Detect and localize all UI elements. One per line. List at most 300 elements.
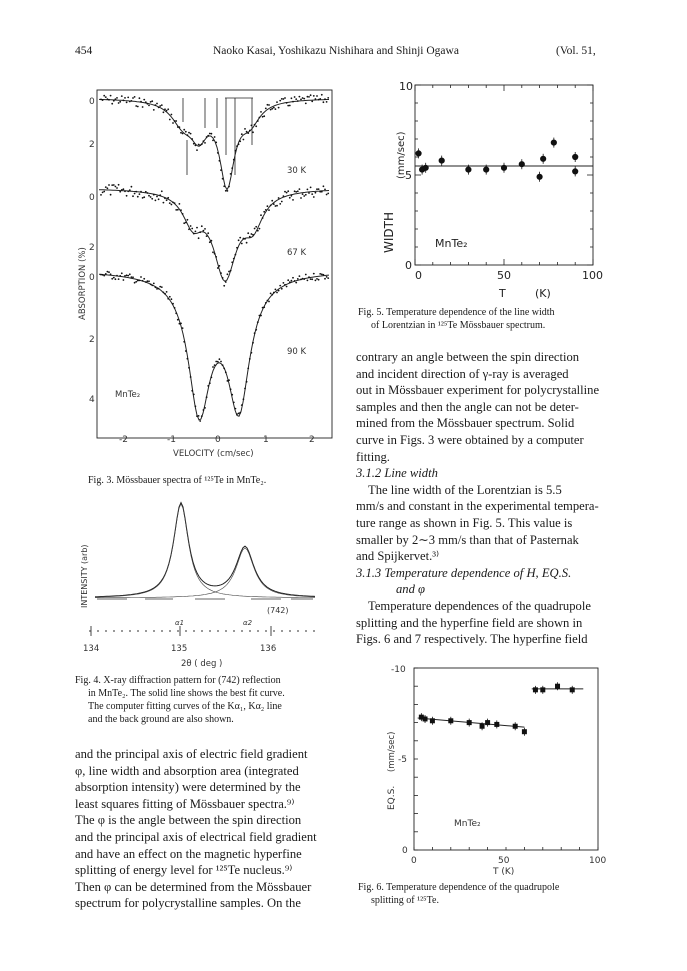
fig3-data-point bbox=[283, 282, 285, 284]
fig3-sample-label: MnTe₂ bbox=[115, 390, 141, 400]
fig3-data-point bbox=[113, 100, 115, 102]
fig3-data-point bbox=[311, 101, 313, 103]
fig3-data-point bbox=[207, 385, 209, 387]
fig3-data-point bbox=[251, 125, 253, 127]
fig3-data-point bbox=[126, 195, 128, 197]
fig3-data-point bbox=[239, 237, 241, 239]
fig3-data-point bbox=[279, 100, 281, 102]
fig3-data-point bbox=[113, 184, 115, 186]
fig3-data-point bbox=[100, 194, 102, 196]
fig5-data-point bbox=[541, 156, 546, 161]
fig3-data-point bbox=[127, 97, 129, 99]
fig3-data-point bbox=[246, 131, 248, 133]
fig6-data-point bbox=[522, 730, 526, 734]
fig3-data-point bbox=[313, 273, 315, 275]
fig3-data-point bbox=[305, 274, 307, 276]
fig3-ylabel: ABSORPTION (%) bbox=[78, 247, 88, 320]
fig3-data-point bbox=[159, 286, 161, 288]
fig3-data-point bbox=[174, 120, 176, 122]
fig3-data-point bbox=[137, 280, 139, 282]
fig5-data-point bbox=[484, 167, 489, 172]
fig3-data-point bbox=[251, 352, 253, 354]
fig3-data-point bbox=[230, 173, 232, 175]
fig3-data-point bbox=[279, 285, 281, 287]
fig3-data-point bbox=[115, 278, 117, 280]
fig3-data-point bbox=[231, 394, 233, 396]
fig6-caption bbox=[358, 881, 628, 907]
fig3-data-point bbox=[227, 273, 229, 275]
fig3-data-point bbox=[262, 116, 264, 118]
fig3-data-point bbox=[175, 120, 177, 122]
fig3-data-point bbox=[319, 98, 321, 100]
fig3-data-point bbox=[143, 196, 145, 198]
fig3-data-point bbox=[161, 104, 163, 106]
fig3-data-point bbox=[247, 132, 249, 134]
fig6-xtick: 50 bbox=[498, 856, 510, 866]
section-heading-3-1-3-cont: and φ bbox=[396, 582, 426, 597]
fig3-data-point bbox=[111, 103, 113, 105]
fig3-data-point bbox=[310, 187, 312, 189]
text-line: spectrum for polycrystalline samples. On the bbox=[75, 896, 301, 911]
fig3-data-point bbox=[158, 288, 160, 290]
fig3-data-point bbox=[148, 105, 150, 107]
fig3-data-point bbox=[169, 119, 171, 121]
fig3-data-point bbox=[260, 111, 262, 113]
fig3-data-point bbox=[243, 139, 245, 141]
fig3-data-point bbox=[297, 190, 299, 192]
fig3-data-point bbox=[316, 278, 318, 280]
fig3-data-point bbox=[311, 278, 313, 280]
fig3-data-point bbox=[297, 278, 299, 280]
fig3-data-point bbox=[127, 275, 129, 277]
fig5-ytick: 5 bbox=[405, 169, 412, 182]
fig3-temp-label: 30 K bbox=[287, 166, 307, 176]
fig5-data-point bbox=[423, 165, 428, 170]
caption-line: splitting of ¹²⁵Te. bbox=[371, 895, 439, 906]
fig3-data-point bbox=[255, 226, 257, 228]
fig3-data-point bbox=[246, 381, 248, 383]
text-line: fitting. bbox=[356, 449, 390, 464]
fig3-data-point bbox=[270, 293, 272, 295]
fig3-data-point bbox=[116, 187, 118, 189]
fig3-data-point bbox=[278, 290, 280, 292]
fig3-data-point bbox=[303, 98, 305, 100]
fig3-data-point bbox=[286, 192, 288, 194]
fig3-data-point bbox=[257, 230, 259, 232]
text-line: and incident direction of γ-ray is averaged bbox=[356, 366, 569, 381]
fig3-data-point bbox=[295, 98, 297, 100]
fig3-data-point bbox=[206, 396, 208, 398]
fig3-data-point bbox=[233, 402, 235, 404]
fig3-data-point bbox=[324, 98, 326, 100]
fig3-data-point bbox=[215, 142, 217, 144]
fig6-sample-label: MnTe₂ bbox=[454, 819, 481, 829]
fig3-data-point bbox=[147, 103, 149, 105]
fig3-data-point bbox=[239, 412, 241, 414]
fig3-data-point bbox=[313, 95, 315, 97]
fig3-data-point bbox=[119, 101, 121, 103]
fig6-data-point bbox=[495, 722, 499, 726]
fig6-yunit: (mm/sec) bbox=[387, 731, 397, 772]
fig3-data-point bbox=[203, 140, 205, 142]
fig3-data-point bbox=[316, 95, 318, 97]
fig3-data-point bbox=[188, 132, 190, 134]
fig6-data-point bbox=[556, 684, 560, 688]
fig3-data-point bbox=[235, 254, 237, 256]
fig3-data-point bbox=[190, 376, 192, 378]
fig3-data-point bbox=[108, 271, 110, 273]
fig3-data-point bbox=[150, 196, 152, 198]
fig3-data-point bbox=[155, 200, 157, 202]
fig3-data-point bbox=[238, 413, 240, 415]
fig3-data-point bbox=[220, 361, 222, 363]
fig6-ytick: 0 bbox=[402, 846, 408, 856]
fig3-data-point bbox=[254, 332, 256, 334]
fig3-data-point bbox=[249, 358, 251, 360]
fig3-data-point bbox=[225, 190, 227, 192]
fig3-data-point bbox=[206, 136, 208, 138]
fig5-xlabel: T bbox=[499, 287, 506, 300]
fig3-data-point bbox=[116, 275, 118, 277]
fig3-data-point bbox=[279, 203, 281, 205]
fig3-data-point bbox=[299, 188, 301, 190]
fig3-data-point bbox=[243, 398, 245, 400]
fig3-data-point bbox=[177, 126, 179, 128]
fig3-data-point bbox=[140, 101, 142, 103]
fig3-data-point bbox=[103, 275, 105, 277]
fig3-data-point bbox=[187, 358, 189, 360]
fig5-data-point bbox=[573, 169, 578, 174]
fig3-data-point bbox=[251, 233, 253, 235]
fig3-data-point bbox=[227, 190, 229, 192]
fig3-data-point bbox=[131, 186, 133, 188]
fig3-data-point bbox=[185, 350, 187, 352]
fig3-data-point bbox=[223, 368, 225, 370]
fig3-data-point bbox=[153, 109, 155, 111]
fig3-data-point bbox=[118, 184, 120, 186]
fig3-data-point bbox=[316, 188, 318, 190]
fig3-data-point bbox=[159, 105, 161, 107]
fig3-data-point bbox=[142, 197, 144, 199]
text-line: curve in Figs. 3 were obtained by a computer bbox=[356, 432, 584, 447]
fig3-data-point bbox=[252, 234, 254, 236]
fig3-data-point bbox=[191, 228, 193, 230]
fig3-data-point bbox=[172, 122, 174, 124]
fig3-data-point bbox=[230, 270, 232, 272]
fig5-data-point bbox=[439, 158, 444, 163]
fig4-xray-pattern bbox=[75, 500, 335, 672]
fig5-xtick: 100 bbox=[582, 269, 603, 282]
fig3-data-point bbox=[201, 143, 203, 145]
page-number: 454 bbox=[75, 45, 93, 57]
fig3-data-point bbox=[207, 135, 209, 137]
fig3-data-point bbox=[265, 108, 267, 110]
fig3-data-point bbox=[259, 315, 261, 317]
fig3-data-point bbox=[147, 192, 149, 194]
fig6-data-point bbox=[513, 724, 517, 728]
fig3-data-point bbox=[233, 258, 235, 260]
caption-line: Fig. 5. Temperature dependence of the line width bbox=[358, 307, 555, 318]
fig3-data-point bbox=[134, 96, 136, 98]
fig3-data-point bbox=[291, 97, 293, 99]
fig3-data-point bbox=[289, 281, 291, 283]
fig6-data-point bbox=[430, 719, 434, 723]
fig3-data-point bbox=[321, 94, 323, 96]
fig5-data-point bbox=[551, 140, 556, 145]
fig3-data-point bbox=[302, 97, 304, 99]
fig3-data-point bbox=[193, 233, 195, 235]
fig3-data-point bbox=[139, 97, 141, 99]
fig3-data-point bbox=[247, 232, 249, 234]
fig3-caption: Fig. 3. Mössbauer spectra of ¹²⁵Te in MnTe₂. bbox=[88, 475, 267, 486]
fig3-data-point bbox=[196, 415, 198, 417]
fig3-data-point bbox=[196, 227, 198, 229]
text-line: splitting of energy level for ¹²⁵Te nucleus.⁹⁾ bbox=[75, 863, 293, 878]
fig3-data-point bbox=[193, 143, 195, 145]
fig3-data-point bbox=[265, 209, 267, 211]
fig3-data-point bbox=[116, 97, 118, 99]
fig3-data-point bbox=[292, 277, 294, 279]
fig3-data-point bbox=[158, 198, 160, 200]
fig3-data-point bbox=[179, 126, 181, 128]
fig3-data-point bbox=[105, 186, 107, 188]
fig3-fit-curve bbox=[99, 99, 329, 189]
fig3-data-point bbox=[179, 323, 181, 325]
fig3-data-point bbox=[294, 96, 296, 98]
fig3-temp-label: 67 K bbox=[287, 248, 307, 258]
fig3-fit-curve bbox=[99, 190, 329, 282]
fig3-data-point bbox=[295, 191, 297, 193]
fig3-data-point bbox=[249, 236, 251, 238]
fig3-data-point bbox=[123, 279, 125, 281]
fig3-data-point bbox=[172, 202, 174, 204]
fig3-data-point bbox=[324, 189, 326, 191]
fig3-data-point bbox=[223, 285, 225, 287]
fig3-data-point bbox=[172, 303, 174, 305]
fig3-data-point bbox=[273, 107, 275, 109]
fig3-data-point bbox=[198, 415, 200, 417]
fig3-data-point bbox=[276, 101, 278, 103]
fig3-data-point bbox=[303, 278, 305, 280]
fig3-data-point bbox=[175, 312, 177, 314]
fig3-data-point bbox=[220, 272, 222, 274]
fig3-data-point bbox=[236, 413, 238, 415]
fig3-data-point bbox=[182, 213, 184, 215]
fig3-data-point bbox=[171, 114, 173, 116]
fig3-data-point bbox=[286, 286, 288, 288]
fig3-data-point bbox=[257, 120, 259, 122]
fig3-data-point bbox=[188, 228, 190, 230]
fig3-data-point bbox=[199, 144, 201, 146]
fig3-data-point bbox=[166, 291, 168, 293]
fig3-data-point bbox=[252, 342, 254, 344]
fig3-data-point bbox=[244, 238, 246, 240]
fig3-data-point bbox=[291, 280, 293, 282]
fig3-data-point bbox=[268, 209, 270, 211]
fig3-data-point bbox=[222, 178, 224, 180]
fig3-data-point bbox=[195, 405, 197, 407]
fig3-data-point bbox=[294, 190, 296, 192]
fig3-data-point bbox=[123, 188, 125, 190]
fig6-data-point bbox=[480, 724, 484, 728]
fig3-data-point bbox=[123, 100, 125, 102]
fig3-data-point bbox=[140, 191, 142, 193]
fig3-data-point bbox=[135, 105, 137, 107]
fig3-data-point bbox=[255, 125, 257, 127]
fig3-data-point bbox=[148, 195, 150, 197]
fig3-data-point bbox=[177, 209, 179, 211]
fig3-data-point bbox=[177, 319, 179, 321]
fig3-data-point bbox=[139, 193, 141, 195]
fig4-reflection-label: (742) bbox=[267, 606, 289, 615]
fig3-ytick: 0 bbox=[89, 97, 95, 107]
fig3-data-point bbox=[212, 366, 214, 368]
fig3-ytick: 4 bbox=[89, 395, 95, 405]
fig3-data-point bbox=[275, 205, 277, 207]
fig3-data-point bbox=[151, 285, 153, 287]
fig3-data-point bbox=[231, 261, 233, 263]
fig3-xtick: 0 bbox=[215, 435, 221, 445]
fig5-xunit: (K) bbox=[535, 287, 551, 300]
caption-line: and the back ground are also shown. bbox=[88, 714, 234, 725]
fig3-data-point bbox=[283, 195, 285, 197]
fig3-data-point bbox=[215, 256, 217, 258]
fig3-data-point bbox=[263, 306, 265, 308]
fig3-data-point bbox=[105, 96, 107, 98]
fig3-data-point bbox=[223, 185, 225, 187]
fig3-data-point bbox=[292, 199, 294, 201]
fig3-data-point bbox=[257, 321, 259, 323]
fig3-data-point bbox=[287, 190, 289, 192]
fig3-data-point bbox=[308, 192, 310, 194]
fig3-data-point bbox=[206, 235, 208, 237]
fig3-data-point bbox=[124, 190, 126, 192]
fig3-data-point bbox=[214, 136, 216, 138]
fig3-data-point bbox=[191, 138, 193, 140]
fig3-data-point bbox=[174, 202, 176, 204]
fig3-data-point bbox=[300, 279, 302, 281]
fig3-data-point bbox=[326, 101, 328, 103]
fig3-data-point bbox=[103, 191, 105, 193]
fig3-data-point bbox=[263, 211, 265, 213]
fig3-data-point bbox=[287, 105, 289, 107]
fig3-data-point bbox=[318, 99, 320, 101]
text-line: mm/s and constant in the experimental tempera- bbox=[356, 499, 599, 514]
fig3-mossbauer-spectra bbox=[75, 80, 340, 470]
fig3-data-point bbox=[278, 107, 280, 109]
fig3-data-point bbox=[187, 219, 189, 221]
fig5-data-point bbox=[501, 165, 506, 170]
right-column-text bbox=[356, 349, 624, 648]
fig3-data-point bbox=[275, 289, 277, 291]
fig3-data-point bbox=[318, 188, 320, 190]
fig3-data-point bbox=[137, 106, 139, 108]
fig3-data-point bbox=[209, 241, 211, 243]
fig4-caption bbox=[75, 674, 345, 726]
fig3-xtick: -2 bbox=[119, 435, 128, 445]
fig3-data-point bbox=[260, 214, 262, 216]
fig3-data-point bbox=[284, 191, 286, 193]
fig3-data-point bbox=[289, 197, 291, 199]
fig3-data-point bbox=[247, 368, 249, 370]
fig3-data-point bbox=[263, 115, 265, 117]
fig5-data-point bbox=[573, 154, 578, 159]
fig4-xtick: 134 bbox=[83, 644, 100, 654]
fig3-data-point bbox=[127, 190, 129, 192]
fig3-data-point bbox=[297, 100, 299, 102]
fig3-data-point bbox=[284, 284, 286, 286]
fig3-data-point bbox=[305, 103, 307, 105]
fig3-data-point bbox=[124, 275, 126, 277]
fig3-data-point bbox=[204, 407, 206, 409]
fig5-xtick: 50 bbox=[497, 269, 511, 282]
fig3-data-point bbox=[143, 99, 145, 101]
fig4-xlabel: 2θ ( deg ) bbox=[181, 659, 223, 669]
fig3-data-point bbox=[137, 196, 139, 198]
fig4-ylabel: INTENSITY (arb) bbox=[80, 544, 89, 608]
fig5-caption bbox=[358, 306, 628, 332]
fig3-data-point bbox=[302, 278, 304, 280]
fig3-data-point bbox=[299, 275, 301, 277]
fig3-data-point bbox=[235, 150, 237, 152]
fig3-data-point bbox=[321, 191, 323, 193]
fig3-xlabel: VELOCITY (cm/sec) bbox=[173, 449, 254, 459]
fig3-data-point bbox=[262, 307, 264, 309]
fig3-data-point bbox=[150, 101, 152, 103]
fig3-data-point bbox=[212, 251, 214, 253]
fig3-data-point bbox=[211, 133, 213, 135]
fig3-data-point bbox=[135, 191, 137, 193]
fig3-temp-label: 90 K bbox=[287, 347, 307, 357]
fig3-data-point bbox=[302, 193, 304, 195]
fig3-data-point bbox=[222, 277, 224, 279]
fig3-data-point bbox=[151, 198, 153, 200]
fig3-data-point bbox=[267, 205, 269, 207]
fig3-data-point bbox=[244, 388, 246, 390]
fig3-data-point bbox=[211, 240, 213, 242]
fig3-data-point bbox=[126, 102, 128, 104]
fig3-data-point bbox=[183, 341, 185, 343]
text-line: The line width of the Lorentzian is 5.5 bbox=[368, 482, 562, 497]
text-line: splitting and the hyperfine field are shown in bbox=[356, 615, 583, 630]
fig3-data-point bbox=[121, 272, 123, 274]
fig3-data-point bbox=[260, 315, 262, 317]
fig3-data-point bbox=[291, 195, 293, 197]
volume-label: (Vol. 51, bbox=[556, 45, 596, 57]
text-line: contrary an angle between the spin direction bbox=[356, 350, 580, 364]
fig3-data-point bbox=[169, 296, 171, 298]
fig3-data-point bbox=[214, 253, 216, 255]
fig3-data-point bbox=[214, 364, 216, 366]
fig3-data-point bbox=[105, 273, 107, 275]
fig3-data-point bbox=[193, 394, 195, 396]
fig3-data-point bbox=[295, 282, 297, 284]
fig3-data-point bbox=[270, 205, 272, 207]
fig3-data-point bbox=[198, 237, 200, 239]
fig3-data-point bbox=[241, 243, 243, 245]
text-line: out in Mössbauer experiment for polycrystalline bbox=[356, 383, 600, 398]
fig3-data-point bbox=[281, 98, 283, 100]
fig3-data-point bbox=[238, 143, 240, 145]
fig3-data-point bbox=[111, 278, 113, 280]
fig3-data-point bbox=[163, 202, 165, 204]
fig3-data-point bbox=[286, 102, 288, 104]
fig3-data-point bbox=[238, 239, 240, 241]
caption-line: in MnTe₂. The solid line shows the best fit curve. bbox=[88, 688, 285, 699]
fig3-data-point bbox=[140, 276, 142, 278]
fig3-data-point bbox=[171, 204, 173, 206]
fig3-data-point bbox=[102, 99, 104, 101]
